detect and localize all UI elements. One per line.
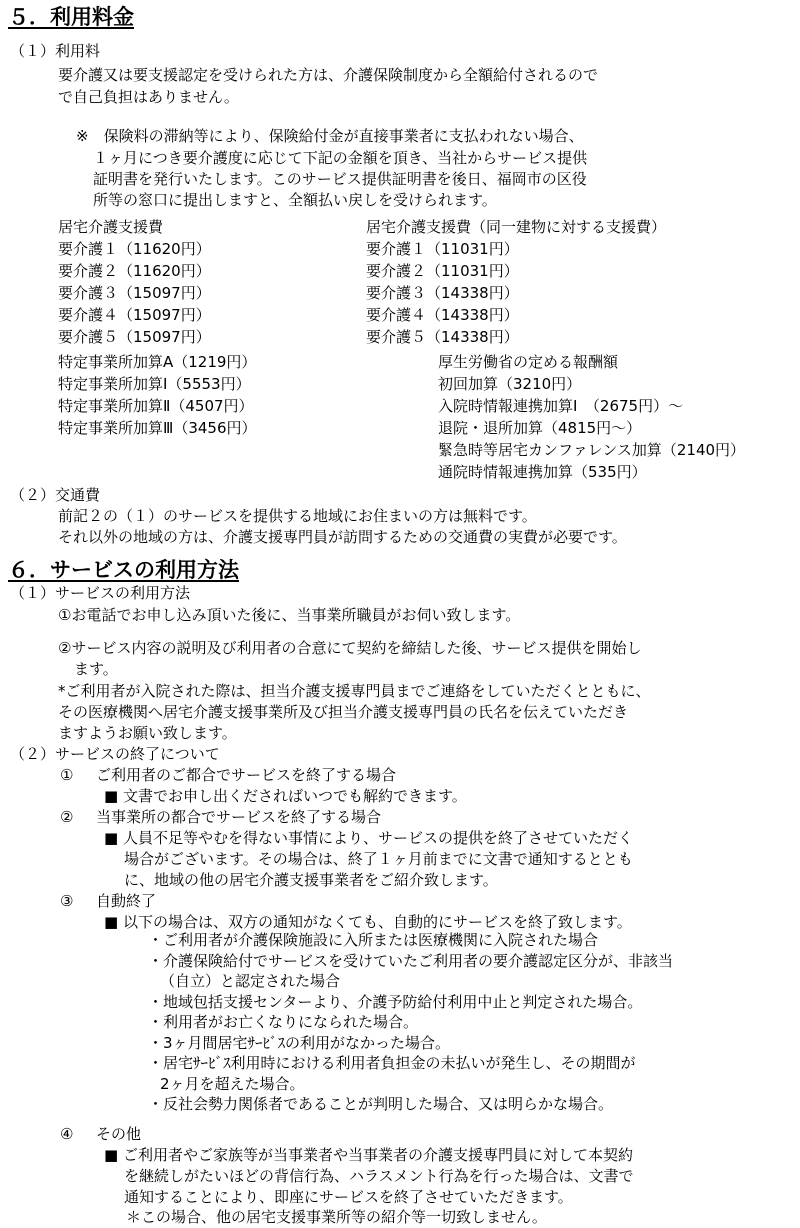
addition-item: 退院・退所加算（4815円～） bbox=[438, 419, 642, 437]
fee-item: 要介護４（15097円） bbox=[58, 306, 211, 324]
note-text: 証明書を発行いたします。このサービス提供証明書を後日、福岡市の区役 bbox=[93, 170, 587, 188]
bullet-item: ・地域包括支援センターより、介護予防給付利用中止と判定された場合。 bbox=[148, 992, 643, 1011]
addition-item: 初回加算（3210円） bbox=[438, 375, 582, 393]
note-text: １ヶ月につき要介護度に応じて下記の金額を頂き、当社からサービス提供 bbox=[93, 149, 588, 167]
item-number: ④ bbox=[60, 1125, 74, 1143]
addition-item: 特定事業所加算Ⅲ（3456円） bbox=[58, 419, 257, 437]
note-text: その医療機関へ居宅介護支援事業所及び担当介護支援専門員の氏名を伝えていただき bbox=[58, 703, 629, 721]
fee-item: 要介護３（15097円） bbox=[58, 284, 211, 302]
fee-item: 要介護２（11031円） bbox=[366, 262, 519, 280]
fee-item: 要介護１（11620円） bbox=[58, 240, 211, 258]
fee-item: 要介護５（15097円） bbox=[58, 328, 211, 346]
section-5-heading: ５．利用料金 bbox=[8, 5, 134, 29]
body-text: 前記２の（１）のサービスを提供する地域にお住まいの方は無料です。 bbox=[58, 507, 537, 525]
item-number: ② bbox=[60, 808, 74, 826]
section-6-heading: ６．サービスの利用方法 bbox=[8, 558, 239, 582]
bullet-item: ・反社会勢力関係者であることが判明した場合、又は明らかな場合。 bbox=[148, 1095, 614, 1113]
item-number: ③ bbox=[60, 892, 74, 910]
step-text: ②サービス内容の説明及び利用者の合意にて契約を締結した後、サービス提供を開始し bbox=[58, 639, 642, 657]
bullet-item: ・ご利用者が介護保険施設に入所または医療機関に入院された場合 bbox=[148, 931, 599, 949]
note-text: ※ 保険料の滞納等により、保険給付金が直接事業者に支払われない場合、 bbox=[76, 127, 584, 145]
item-text: を継続しがたいほどの背信行為、ハラスメント行為を行った場合は、文書で bbox=[124, 1167, 634, 1185]
body-text: で自己負担はありません。 bbox=[58, 88, 239, 106]
fee-item: 要介護３（14338円） bbox=[366, 284, 519, 302]
item-text: ■ 文書でお申し出くださればいつでも解約できます。 bbox=[104, 787, 467, 805]
subsection-title-transport: （２）交通費 bbox=[10, 486, 101, 504]
item-number: ① bbox=[60, 766, 74, 784]
subsection-title-usage: （１）サービスの利用方法 bbox=[10, 584, 191, 602]
step-text: ます。 bbox=[74, 660, 118, 678]
fee-item: 要介護５（14338円） bbox=[366, 328, 519, 346]
note-text: *ご利用者が入院された際は、担当介護支援専門員までご連絡をしていただくとともに、 bbox=[58, 682, 651, 700]
addition-item: 通院時情報連携加算（535円） bbox=[438, 463, 647, 481]
bullet-item: ・3ヶ月間居宅ｻｰﾋﾞｽの利用がなかった場合。 bbox=[148, 1033, 451, 1052]
item-text: ■ 人員不足等やむを得ない事情により、サービスの提供を終了させていただく bbox=[104, 829, 633, 847]
addition-item: 特定事業所加算Ⅱ（4507円） bbox=[58, 397, 254, 415]
bullet-item: ・介護保険給付でサービスを受けていたご利用者の要介護認定区分が、非該当 bbox=[148, 951, 674, 970]
item-text: 場合がございます。その場合は、終了１ヶ月前までに文書で通知するととも bbox=[124, 850, 633, 868]
addition-item: 緊急時等居宅カンファレンス加算（2140円） bbox=[438, 441, 746, 459]
bullet-item: ・利用者がお亡くなりになられた場合。 bbox=[148, 1013, 419, 1031]
fee-table-left-title: 居宅介護支援費 bbox=[58, 218, 164, 236]
item-title: その他 bbox=[96, 1125, 142, 1143]
bullet-item: 2ヶ月を超えた場合。 bbox=[160, 1074, 305, 1093]
bullet-item: ・居宅ｻｰﾋﾞｽ利用時における利用者負担金の未払いが発生し、その期間が bbox=[148, 1054, 636, 1072]
subsection-title-fee: （１）利用料 bbox=[10, 42, 101, 60]
bullet-item: （自立）と認定された場合 bbox=[160, 972, 341, 990]
addition-heading: 厚生労働省の定める報酬額 bbox=[438, 353, 619, 371]
item-title: 当事業所の都合でサービスを終了する場合 bbox=[96, 808, 382, 826]
step-text: ①お電話でお申し込み頂いた後に、当事業所職員がお伺い致します。 bbox=[58, 606, 521, 624]
fee-item: 要介護１（11031円） bbox=[366, 240, 519, 258]
item-text: ■ 以下の場合は、双方の通知がなくても、自動的にサービスを終了致します。 bbox=[104, 913, 632, 931]
body-text: 要介護又は要支援認定を受けられた方は、介護保険制度から全額給付されるので bbox=[58, 66, 599, 84]
note-text: 所等の窓口に提出しますと、全額払い戻しを受けられます。 bbox=[93, 191, 497, 209]
item-note: ＊この場合、他の居宅支援事業所等の紹介等一切致しません。 bbox=[126, 1208, 547, 1226]
fee-table-right-title: 居宅介護支援費（同一建物に対する支援費） bbox=[366, 218, 667, 236]
item-text: に、地域の他の居宅介護支援事業者をご紹介致します。 bbox=[124, 871, 498, 889]
item-title: 自動終了 bbox=[96, 892, 157, 910]
item-title: ご利用者のご都合でサービスを終了する場合 bbox=[96, 766, 397, 784]
addition-item: 特定事業所加算A（1219円） bbox=[58, 353, 257, 371]
body-text: それ以外の地域の方は、介護支援専門員が訪問するための交通費の実費が必要です。 bbox=[58, 528, 627, 546]
fee-item: 要介護４（14338円） bbox=[366, 306, 519, 324]
addition-item: 特定事業所加算Ⅰ（5553円） bbox=[58, 375, 251, 393]
subsection-title-termination: （２）サービスの終了について bbox=[10, 745, 220, 763]
fee-item: 要介護２（11620円） bbox=[58, 262, 211, 280]
note-text: ますようお願い致します。 bbox=[58, 724, 237, 742]
addition-item: 入院時情報連携加算Ⅰ （2675円）～ bbox=[438, 397, 684, 415]
item-text: ■ ご利用者やご家族等が当事業者や当事業者の介護支援専門員に対して本契約 bbox=[104, 1146, 633, 1164]
item-text: 通知することにより、即座にサービスを終了させていただきます。 bbox=[124, 1188, 573, 1206]
